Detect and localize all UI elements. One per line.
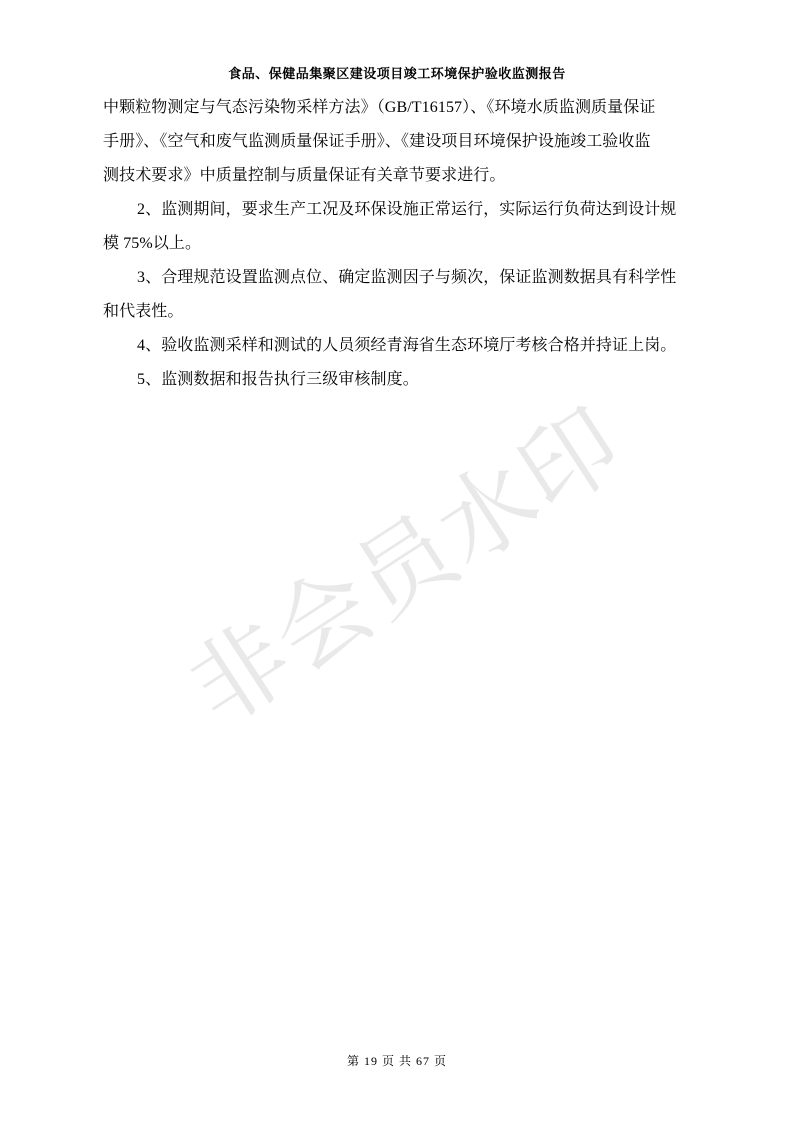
body-line: 4、验收监测采样和测试的人员须经青海省生态环境厅考核合格并持证上岗。 (137, 337, 677, 354)
page-footer: 第 19 页 共 67 页 (346, 1054, 447, 1068)
body-line: 模 75%以上。 (103, 235, 202, 252)
body-line: 测技术要求》中质量控制与质量保证有关章节要求进行。 (103, 167, 506, 184)
body-line: 手册》、《空气和废气监测质量保证手册》、《建设项目环境保护设施竣工验收监 (103, 133, 651, 150)
body-text-block (103, 91, 695, 397)
body-line: 3、合理规范设置监测点位、确定监测因子与频次，保证监测数据具有科学性 (137, 269, 677, 286)
watermark-text: 非会员水印 (171, 388, 641, 746)
body-line: 5、监测数据和报告执行三级审核制度。 (137, 371, 419, 388)
body-line: 中颗粒物测定与气态污染物采样方法》（GB/T16157）、《环境水质监测质量保证 (103, 99, 656, 116)
body-line: 和代表性。 (103, 303, 184, 320)
page-header-title: 食品、保健品集聚区建设项目竣工环境保护验收监测报告 (228, 66, 566, 81)
body-line: 2、监测期间，要求生产工况及环保设施正常运行，实际运行负荷达到设计规 (137, 201, 677, 218)
